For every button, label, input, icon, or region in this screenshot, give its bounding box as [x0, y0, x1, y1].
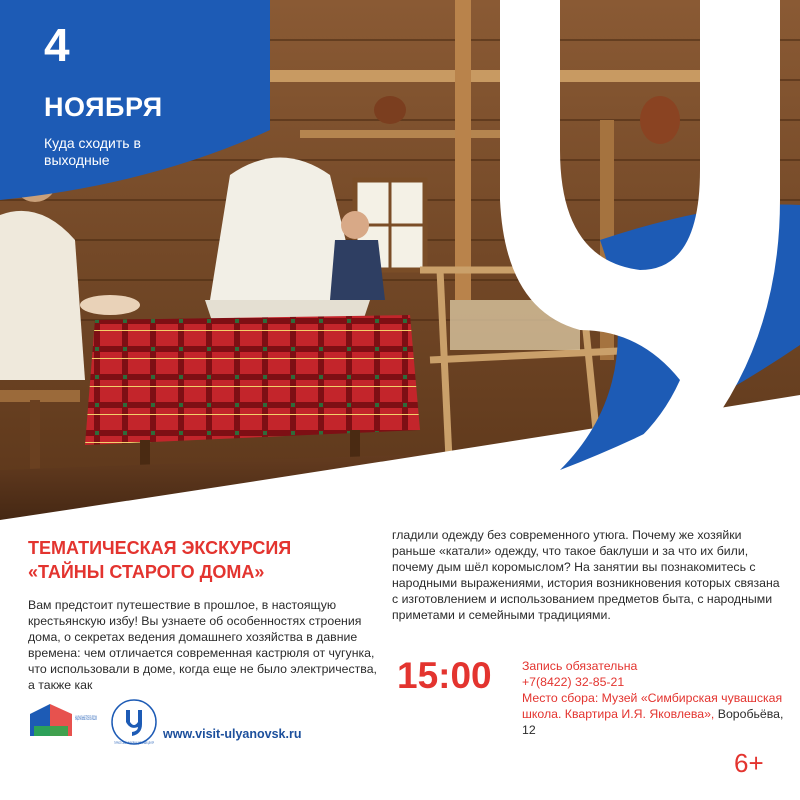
registration-note: Запись обязательна: [522, 659, 638, 673]
event-time: 15:00: [397, 655, 492, 696]
website-link[interactable]: www.visit-ulyanovsk.ru: [163, 727, 302, 741]
national-projects-logo-icon: [28, 700, 98, 740]
national-projects-logo: [28, 700, 98, 745]
date-badge: [0, 0, 270, 200]
national-projects-logo-text: НАЦИОНАЛЬНЫЕ ПРОЕКТЫ РОССИИ: [75, 716, 97, 722]
description-column-1: Вам предстоит путешествие в прошлое, в настоящую крестьянскую избу! Вы узнаете об особенностях строения дома, о секретах ведения домашнего хозяйства в давние времена: чем отличается современная кастрюля от чугунка, что использовали в доме, когда еще не было электричества, а также как: [28, 598, 377, 692]
event-title-line1: ТЕМАТИЧЕСКАЯ ЭКСКУРСИЯ: [28, 538, 292, 558]
event-title-line2: «ТАЙНЫ СТАРОГО ДОМА»: [28, 562, 265, 582]
tic-logo: [110, 698, 158, 751]
tic-logo-text: ТУРИСТСКИЙ ИНФОРМАЦИОННЫЙ ЦЕНТР: [114, 740, 155, 745]
date-month: НОЯБРЯ: [44, 92, 163, 122]
age-rating: 6+: [734, 748, 764, 778]
event-title: [28, 536, 291, 584]
date-day: 4: [44, 19, 70, 71]
meeting-place-text: Место сбора: Музей «Симбирская чувашская школа. Квартира И.Я. Яковлева»,: [522, 691, 783, 721]
tic-logo-icon: [110, 698, 158, 746]
phone-number[interactable]: +7(8422) 32-85-21: [522, 675, 625, 689]
event-info: [522, 658, 792, 738]
meeting-address: Воробьёва, 12: [522, 707, 784, 737]
description-column-2: гладили одежду без современного утюга. Почему же хозяйки раньше «катали» одежду, что такое баклуши и за что их били, почему дым шёл коромыслом? На занятии вы познакомитесь с народными выражениями, история возникновения которых связана с изготовлением и использованием предметов быта, с народными приметами и семейными традициями.: [392, 528, 780, 622]
date-subtitle: Куда сходить в выходные: [44, 135, 141, 168]
meeting-place: [522, 690, 792, 738]
